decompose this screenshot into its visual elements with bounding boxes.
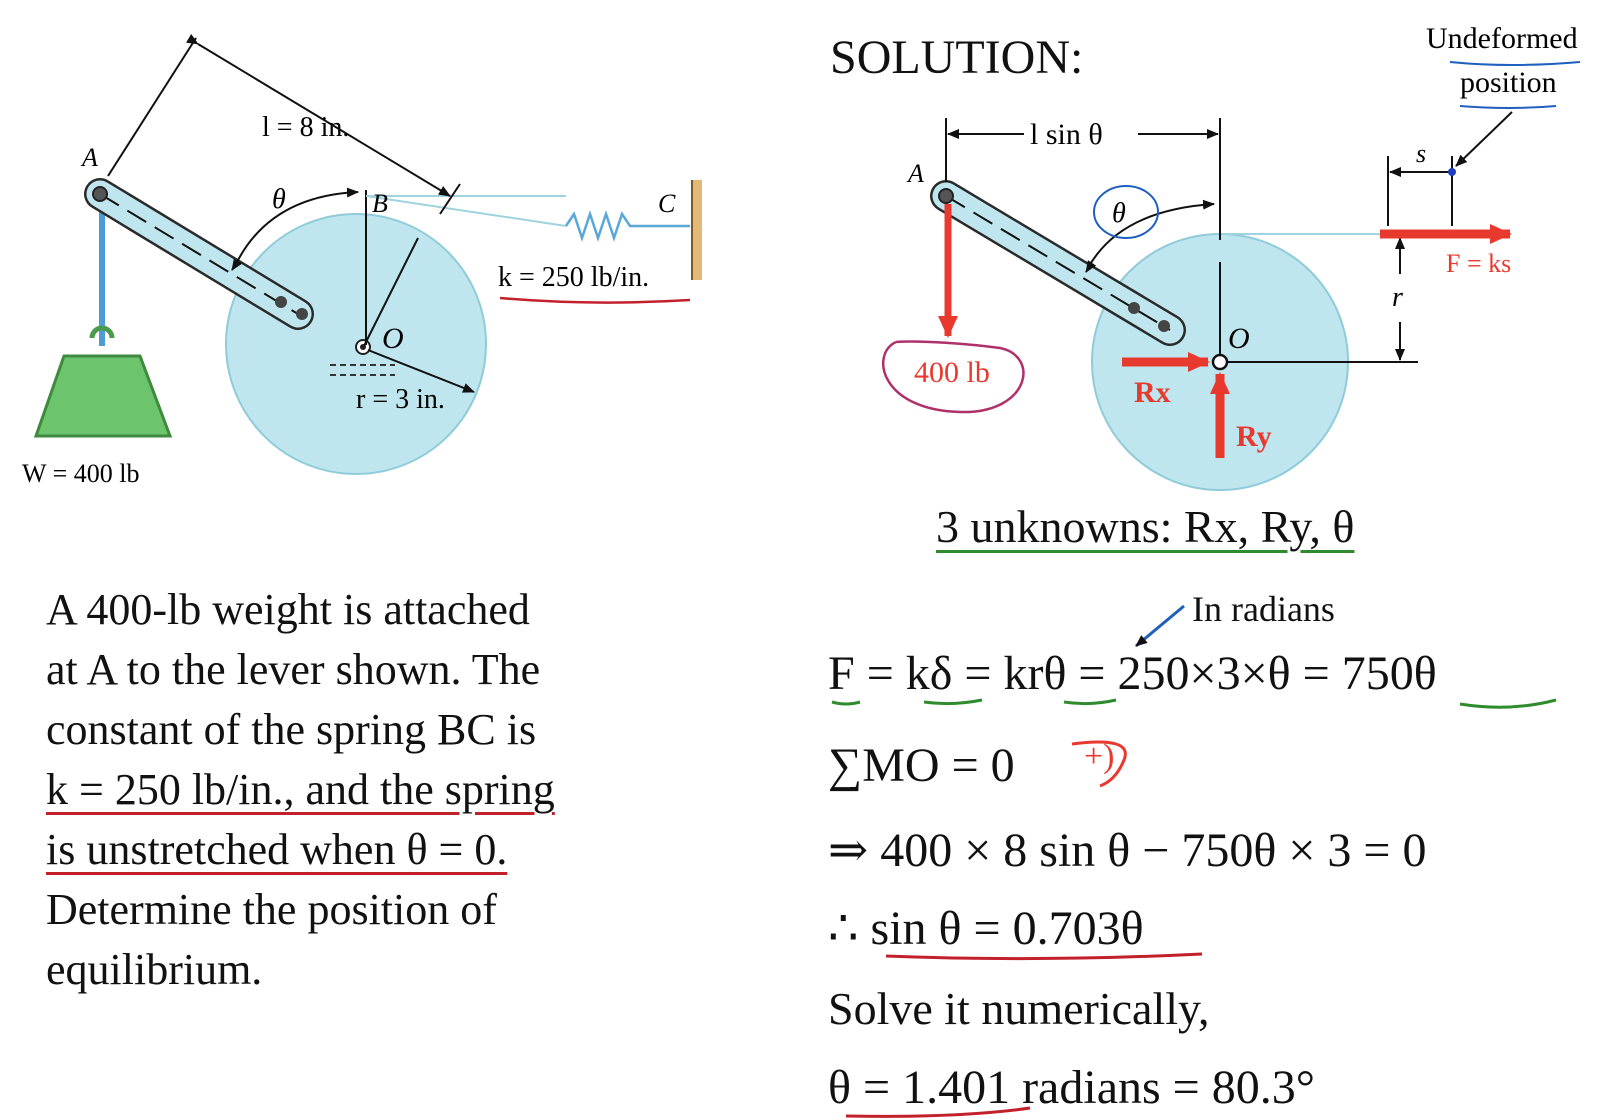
right-pin-O [1213, 355, 1227, 369]
right-ry-label: Ry [1236, 420, 1272, 453]
left-spring-label: k = 250 lb/in. [498, 262, 650, 293]
right-undeformed-pointer [1456, 112, 1512, 166]
left-figure [22, 38, 702, 488]
right-theta-circle [1094, 186, 1158, 238]
right-force-F-label: F = ks [1446, 249, 1512, 278]
left-label-B: B [372, 189, 388, 218]
right-label-theta: θ [1112, 198, 1126, 229]
eq-sin-relation: ∴ sin θ = 0.703θ [828, 902, 1144, 955]
right-rx-label: Rx [1134, 376, 1171, 409]
right-undeformed-label-1: Undeformed [1426, 22, 1578, 55]
right-label-A: A [908, 159, 924, 188]
right-r-label: r [1392, 282, 1403, 313]
in-radians-note: In radians [1192, 589, 1335, 629]
eq-solve-note: Solve it numerically, [828, 983, 1210, 1034]
left-label-A: A [82, 143, 98, 172]
problem-line-6: Determine the position of [46, 885, 497, 934]
right-lever [939, 189, 1170, 332]
problem-line-5: is unstretched when θ = 0. [46, 825, 508, 874]
solution-heading: SOLUTION: [830, 31, 1084, 84]
problem-line-7: equilibrium. [46, 945, 263, 994]
problem-line-4: k = 250 lb/in., and the spring [46, 765, 555, 814]
left-weight-label: W = 400 lb [22, 459, 140, 488]
left-length-label: l = 8 in. [262, 112, 350, 143]
in-radians-pointer [1136, 606, 1184, 646]
left-label-C: C [658, 189, 676, 218]
eq-result: θ = 1.401 radians = 80.3° [828, 1061, 1315, 1114]
left-radius-label: r = 3 in. [356, 384, 445, 415]
problem-line-3: constant of the spring BC is [46, 705, 537, 754]
right-s-label: s [1416, 139, 1427, 168]
left-spring-underline [500, 298, 690, 303]
eq-spring-force: F = kδ = krθ = 250×3×θ = 750θ [828, 647, 1437, 700]
left-wall [692, 180, 702, 280]
moment-sign-note: +) [1084, 738, 1115, 775]
left-label-O: O [382, 322, 404, 355]
right-figure [883, 22, 1580, 490]
eq-equilibrium: ⇒ 400 × 8 sin θ − 750θ × 3 = 0 [828, 824, 1427, 877]
problem-line-2: at A to the lever shown. The [46, 645, 541, 694]
unknowns-line: 3 unknowns: Rx, Ry, θ [936, 501, 1355, 552]
left-label-theta: θ [272, 184, 286, 215]
left-length-ext1 [108, 38, 196, 176]
right-label-O: O [1228, 322, 1250, 355]
problem-line-1: A 400-lb weight is attached [46, 585, 530, 634]
eq1-green-marks [832, 700, 1556, 707]
right-undeformed-label-2: position [1460, 66, 1557, 99]
eq-moment-sum: ∑MO = 0 [828, 739, 1015, 792]
right-weight-force-label: 400 lb [914, 356, 990, 389]
right-lsin-label: l sin θ [1030, 118, 1103, 151]
